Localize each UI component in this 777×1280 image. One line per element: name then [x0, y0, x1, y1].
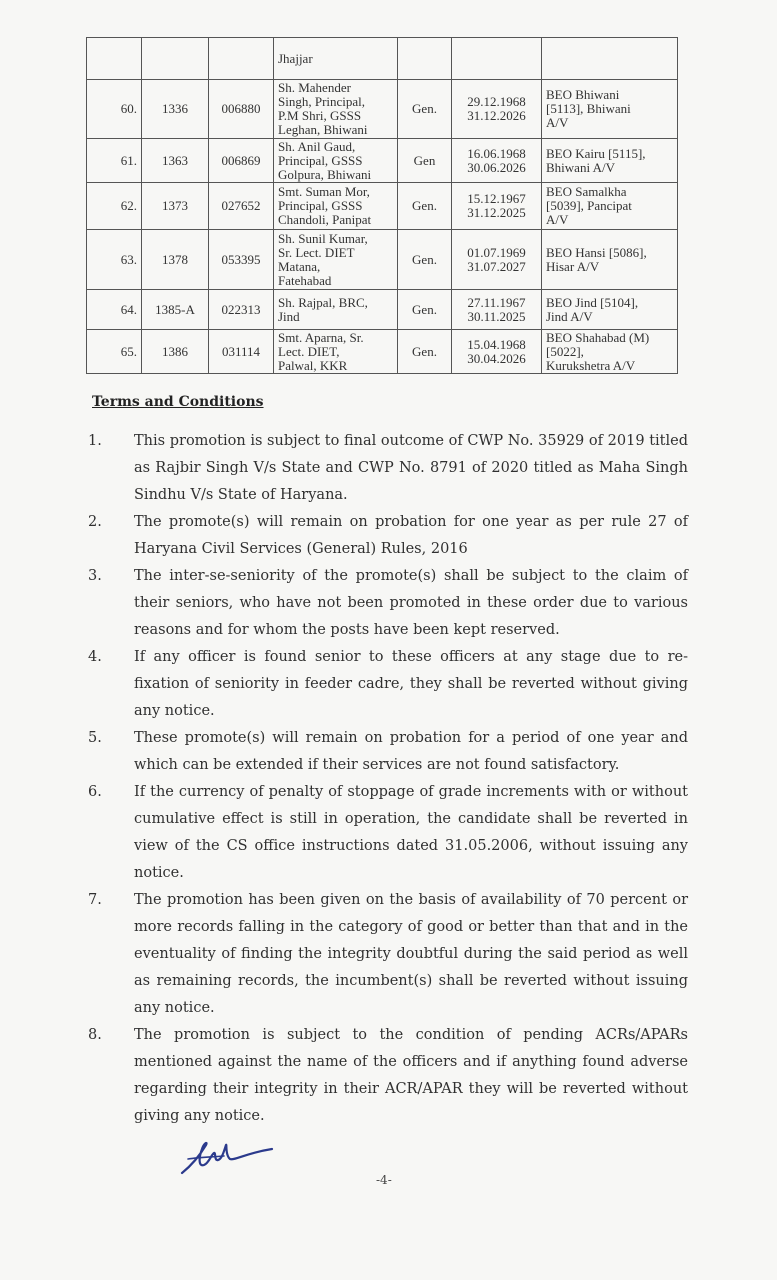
name-text: Smt. Aparna, Sr. Lect. DIET, Palwal, KKR	[278, 329, 364, 373]
condition-number: 1.	[88, 433, 102, 449]
condition-number: 3.	[88, 568, 102, 584]
condition-item	[88, 1022, 688, 1130]
condition-text: The promotion has been given on the basis of availability of 70 percent or more records falling in the category of good or better than that and in the eventuality of finding the integrity doubtful during the said period as well as remaining records, the incumbent(s) shall be reverted without issuing any notice.	[134, 892, 688, 1016]
conditions-list	[88, 428, 688, 1130]
signature	[178, 1135, 278, 1179]
employee-id-cell: 006869	[209, 139, 274, 183]
condition-text: If the currency of penalty of stoppage of grade increments with or without cumulative effect is still in operation, the candidate shall be reverted in view of the CS office instructions dated 31.05.2006, without issuing any notice.	[134, 784, 688, 881]
condition-text: The promotion is subject to the condition of pending ACRs/APARs mentioned against the name of the officers and if anything found adverse regarding their integrity in their ACR/APAR they will be reverted without giving any notice.	[134, 1027, 688, 1124]
posting-cell	[542, 290, 678, 330]
condition-number: 5.	[88, 730, 102, 746]
dates-text: 27.11.1967 30.11.2025	[467, 294, 526, 324]
posting-text: BEO Kairu [5115], Bhiwani A/V	[546, 145, 646, 175]
dates-text: 01.07.1969 31.07.2027	[467, 244, 526, 274]
category-cell: Gen	[398, 139, 452, 183]
employee-id-cell: 022313	[209, 290, 274, 330]
name-text: Sh. Rajpal, BRC, Jind	[278, 294, 368, 324]
name-text: Smt. Suman Mor, Principal, GSSS Chandoli, Panipat	[278, 184, 372, 227]
category-cell	[398, 38, 452, 80]
name-cell	[274, 330, 398, 374]
condition-item	[88, 644, 688, 725]
condition-number: 4.	[88, 649, 102, 665]
condition-item	[88, 887, 688, 1022]
seniority-cell	[142, 38, 209, 80]
posting-text: BEO Jind [5104], Jind A/V	[546, 294, 639, 324]
dates-text: 15.04.1968 30.04.2026	[467, 336, 526, 366]
condition-text: These promote(s) will remain on probation for a period of one year and which can be extended if their services are not found satisfactory.	[134, 730, 688, 773]
dates-cell	[452, 80, 542, 139]
condition-number: 8.	[88, 1027, 102, 1043]
condition-number: 2.	[88, 514, 102, 530]
condition-text: This promotion is subject to final outcome of CWP No. 35929 of 2019 titled as Rajbir Singh V/s State and CWP No. 8791 of 2020 titled as Maha Singh Sindhu V/s State of Haryana.	[134, 433, 688, 503]
table-row	[87, 290, 678, 330]
condition-text: The promote(s) will remain on probation for one year as per rule 27 of Haryana Civil Services (General) Rules, 2016	[134, 514, 688, 557]
dates-cell	[452, 38, 542, 80]
employee-id-cell	[209, 38, 274, 80]
seniority-cell: 1336	[142, 80, 209, 139]
name-text: Jhajjar	[278, 50, 313, 66]
employee-id-cell: 027652	[209, 183, 274, 230]
condition-item	[88, 509, 688, 563]
dates-cell	[452, 290, 542, 330]
employee-id-cell: 053395	[209, 230, 274, 290]
dates-cell	[452, 330, 542, 374]
dates-text: 15.12.1967 31.12.2025	[467, 191, 526, 220]
dates-cell	[452, 139, 542, 183]
table-row	[87, 230, 678, 290]
serial-cell: 63.	[87, 230, 142, 290]
name-cell	[274, 230, 398, 290]
terms-heading: Terms and Conditions	[92, 394, 264, 410]
name-cell	[274, 290, 398, 330]
name-text: Sh. Anil Gaud, Principal, GSSS Golpura, Bhiwani	[278, 138, 372, 182]
name-cell	[274, 183, 398, 230]
condition-number: 7.	[88, 892, 102, 908]
employee-id-cell: 006880	[209, 80, 274, 139]
category-cell: Gen.	[398, 330, 452, 374]
dates-text: 29.12.1968 31.12.2026	[467, 94, 526, 123]
posting-cell	[542, 183, 678, 230]
seniority-cell: 1373	[142, 183, 209, 230]
name-cell	[274, 80, 398, 139]
posting-text: BEO Hansi [5086], Hisar A/V	[546, 244, 647, 274]
employee-id-cell: 031114	[209, 330, 274, 374]
posting-text: BEO Samalkha [5039], Pancipat A/V	[546, 184, 632, 227]
name-text: Sh. Sunil Kumar, Sr. Lect. DIET Matana, Fatehabad	[278, 230, 368, 288]
posting-cell	[542, 330, 678, 374]
dates-cell	[452, 230, 542, 290]
category-cell: Gen.	[398, 290, 452, 330]
serial-cell: 61.	[87, 139, 142, 183]
condition-text: The inter-se-seniority of the promote(s) shall be subject to the claim of their seniors, who have not been promoted in these order due to various reasons and for whom the posts have been kept reserved.	[134, 568, 688, 638]
condition-item	[88, 779, 688, 887]
seniority-cell: 1386	[142, 330, 209, 374]
posting-text: BEO Shahabad (M) [5022], Kurukshetra A/V	[546, 329, 650, 373]
category-cell: Gen.	[398, 80, 452, 139]
posting-cell	[542, 139, 678, 183]
table-row	[87, 139, 678, 183]
condition-item	[88, 725, 688, 779]
condition-text: If any officer is found senior to these officers at any stage due to re-fixation of seniority in feeder cadre, they shall be reverted without giving any notice.	[134, 649, 688, 719]
condition-item	[88, 428, 688, 509]
serial-cell: 62.	[87, 183, 142, 230]
category-cell: Gen.	[398, 183, 452, 230]
serial-cell: 64.	[87, 290, 142, 330]
seniority-cell: 1363	[142, 139, 209, 183]
posting-cell	[542, 230, 678, 290]
seniority-cell: 1385-A	[142, 290, 209, 330]
table-row	[87, 183, 678, 230]
promotion-table	[86, 37, 678, 374]
seniority-cell: 1378	[142, 230, 209, 290]
serial-cell: 65.	[87, 330, 142, 374]
dates-cell	[452, 183, 542, 230]
name-cell	[274, 38, 398, 80]
posting-text: BEO Bhiwani [5113], Bhiwani A/V	[546, 87, 631, 130]
table-row	[87, 80, 678, 139]
serial-cell	[87, 38, 142, 80]
posting-cell	[542, 38, 678, 80]
table-row	[87, 330, 678, 374]
name-cell	[274, 139, 398, 183]
posting-cell	[542, 80, 678, 139]
serial-cell: 60.	[87, 80, 142, 139]
category-cell: Gen.	[398, 230, 452, 290]
page-number: -4-	[376, 1173, 392, 1187]
condition-number: 6.	[88, 784, 102, 800]
dates-text: 16.06.1968 30.06.2026	[467, 145, 526, 175]
name-text: Sh. Mahender Singh, Principal, P.M Shri, GSSS Leghan, Bhiwani	[278, 80, 368, 137]
condition-item	[88, 563, 688, 644]
table-row	[87, 38, 678, 80]
